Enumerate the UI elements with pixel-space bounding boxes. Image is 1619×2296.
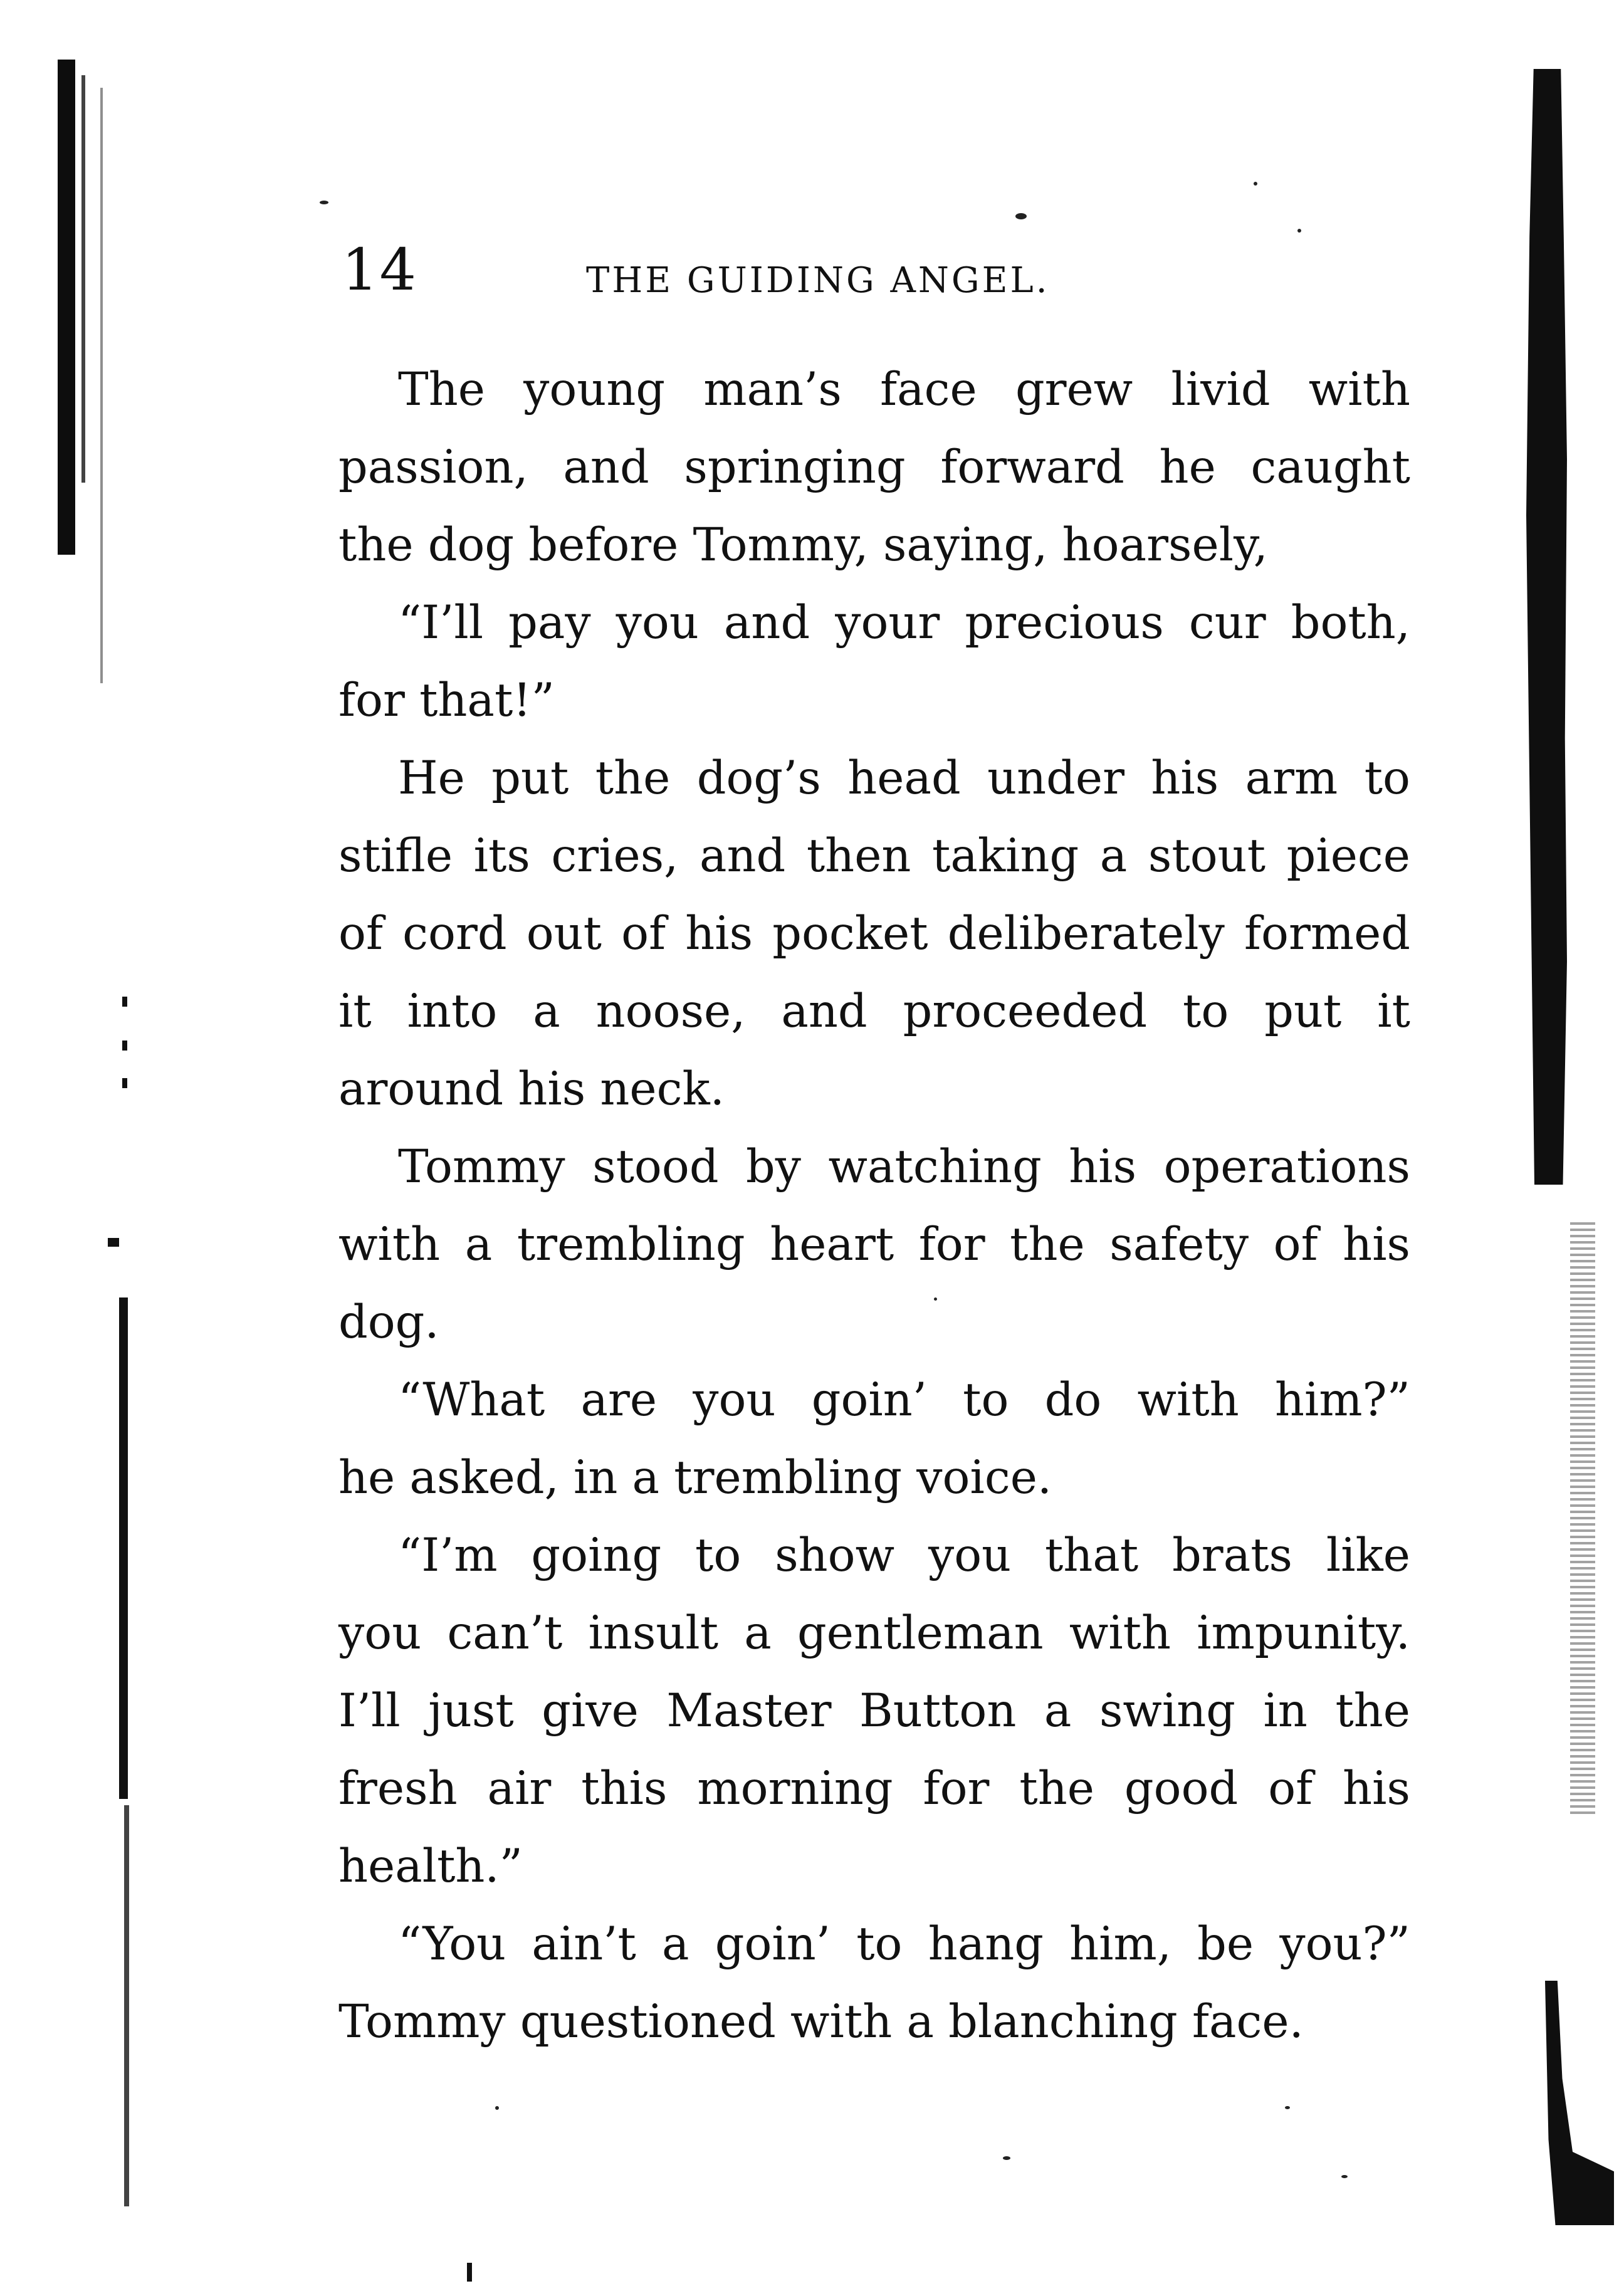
scan-edge-dot [122,997,127,1007]
scan-edge-dot [122,1078,127,1088]
body-text [338,351,1410,2061]
text-line: the dog before Tommy, saying, hoarsely, [338,518,1268,572]
text-line: it into a noose, and proceeded to put it [338,985,1410,1038]
scan-speck [1003,2156,1010,2160]
text-line: passion, and springing forward he caught [338,441,1410,494]
text-line: Tommy questioned with a blanching face. [338,1995,1304,2048]
text-line: with a trembling heart for the safety of his [338,1218,1410,1271]
scan-edge-right [1526,69,1567,1185]
text-line: he asked, in a trembling voice. [338,1451,1052,1504]
scan-speck [1285,2106,1290,2109]
scan-edge-right-noise [1570,1222,1595,1818]
text-line: He put the dog’s head under his arm to [398,752,1410,805]
scan-edge-left-bottom-lower [124,1805,129,2206]
page-number: 14 [342,236,418,303]
scan-speck [1015,213,1027,219]
text-line: of cord out of his pocket deliberately formed [338,907,1410,960]
text-line: dog. [338,1296,439,1349]
running-title: THE GUIDING ANGEL. [586,260,1050,301]
text-line: for that!” [338,674,555,727]
scan-edge-dot [122,1041,127,1051]
scan-speck [1254,182,1257,186]
text-line: “You ain’t a goin’ to hang him, be you?” [398,1917,1410,1971]
scan-edge-left-line-faint [100,88,103,683]
scan-edge-dot [108,1238,119,1247]
scan-speck [320,201,328,204]
scan-speck [1297,229,1301,233]
scan-edge-left-bottom [119,1297,128,1799]
text-line: “I’m going to show you that brats like [398,1529,1410,1582]
scan-edge-left-top [58,60,75,555]
page-header [342,236,1445,317]
scan-edge-dot [467,2263,472,2282]
text-line: fresh air this morning for the good of his [338,1762,1410,1815]
text-line: The young man’s face grew livid with [398,363,1410,416]
text-line: “What are you goin’ to do with him?” [398,1373,1410,1427]
scan-speck [1341,2175,1348,2178]
text-line: around his neck. [338,1062,725,1116]
text-line: stifle its cries, and then taking a stout piece [338,829,1410,883]
scan-speck [495,2106,499,2110]
text-line: you can’t insult a gentleman with impunity. [338,1607,1410,1660]
text-line: “I’ll pay you and your precious cur both, [398,596,1410,649]
text-line: health.” [338,1840,523,1893]
text-line: I’ll just give Master Button a swing in the [338,1684,1410,1738]
scan-edge-left-line [81,75,85,483]
scan-edge-right-bottom [1545,1981,1614,2225]
text-line: Tommy stood by watching his operations [398,1140,1410,1193]
